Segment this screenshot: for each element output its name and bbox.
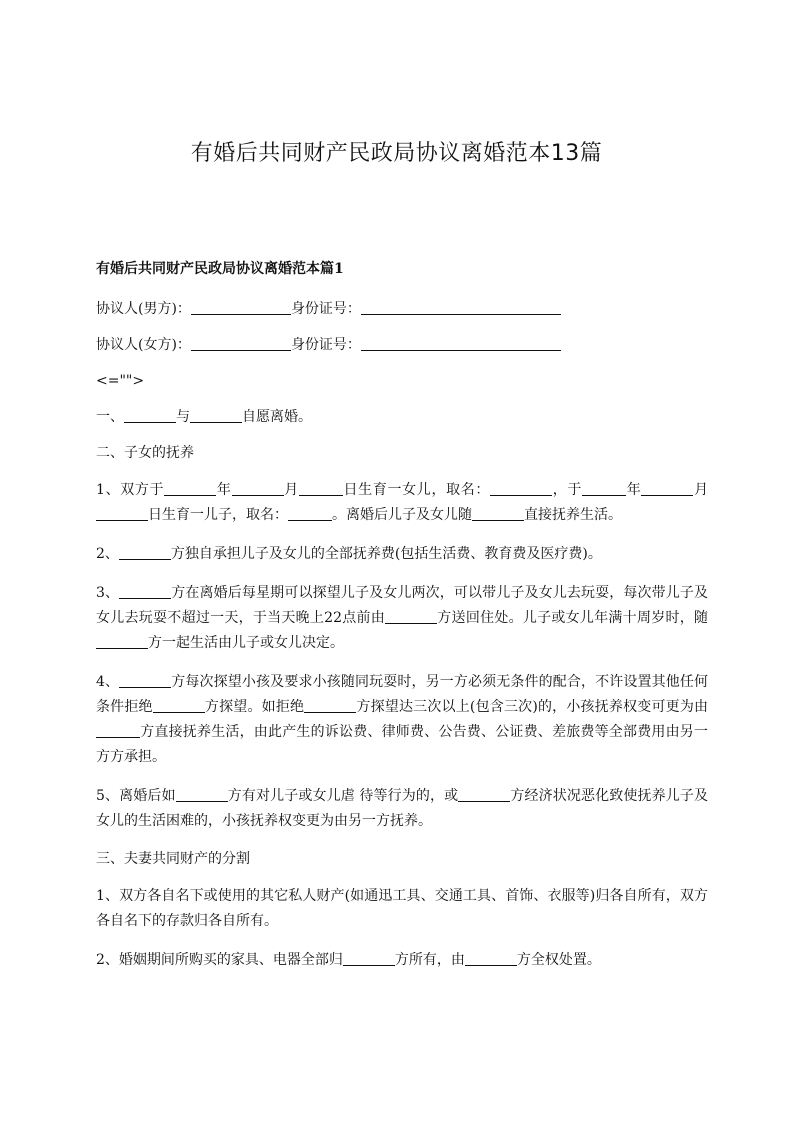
text: 方探望达三次以上(包含三次)的，小孩抚养权变可更为由 <box>356 699 709 715</box>
blank <box>124 406 176 423</box>
party-female-name-blank <box>191 334 291 351</box>
blank <box>343 949 395 966</box>
stray-text: <=""> <box>96 373 145 389</box>
child-clause-4 <box>96 670 708 770</box>
property-clause-2 <box>96 948 708 973</box>
text: 日生育一儿子，取名： <box>148 507 288 523</box>
clause-1-mid: 与 <box>176 409 190 425</box>
blank <box>304 696 356 713</box>
blank <box>232 479 284 496</box>
text: 方送回住处。儿子或女儿年满十周岁时，随 <box>437 610 708 626</box>
text: 方经济状况恶化致使抚养儿子及女儿的生活困难的，小孩抚养权变更为由另一方抚养。 <box>96 788 708 829</box>
child-heading: 二、子女的抚养 <box>96 445 194 461</box>
text: 月 <box>283 482 299 498</box>
blank <box>153 696 205 713</box>
blank <box>299 479 343 496</box>
blank <box>190 406 242 423</box>
text: 方有对儿子或女儿虐 待等行为的，或 <box>227 788 459 804</box>
child-clause-5 <box>96 784 708 834</box>
blank <box>96 721 140 738</box>
child-clause-2 <box>96 542 708 567</box>
clause-1 <box>96 406 708 428</box>
party-female-id-blank <box>361 334 561 351</box>
section-heading: 有婚后共同财产民政局协议离婚范本篇1 <box>96 261 344 277</box>
party-female-line <box>96 334 708 356</box>
blank <box>288 504 332 521</box>
clause-1-prefix: 一、 <box>96 409 124 425</box>
text: 方每次探望小孩及要求小孩随同玩耍时，另一方必须无条件的配合，不许设置其他任何条件拒绝 <box>96 674 708 715</box>
text: ，于 <box>552 482 583 498</box>
party-male-name-blank <box>191 298 291 315</box>
blank <box>641 479 693 496</box>
text: 2、婚姻期间所购买的家具、电器全部归 <box>96 952 343 968</box>
blank <box>96 504 148 521</box>
id-label: 身份证号： <box>290 301 361 317</box>
party-male-id-blank <box>361 298 561 315</box>
party-male-label: 协议人(男方)： <box>96 301 191 317</box>
text: 方独自承担儿子及女儿的全部抚养费(包括生活费、教育费及医疗费)。 <box>170 546 602 562</box>
text: 月 <box>693 482 709 498</box>
blank <box>458 785 510 802</box>
text: 方直接抚养生活，由此产生的诉讼费、律师费、公告费、公证费、差旅费等全部费用由另一方方承担。 <box>96 724 708 765</box>
clause-1-suffix: 自愿离婚。 <box>242 409 312 425</box>
child-clause-3 <box>96 581 708 656</box>
text: 年 <box>216 482 232 498</box>
text: 直接抚养生活。 <box>524 507 622 523</box>
blank <box>164 479 216 496</box>
text: 方在离婚后每星期可以探望儿子及女儿两次，可以带儿子及女儿去玩耍，每次带儿子及女儿去玩耍不超过一天，于当天晚上22点前由 <box>96 585 708 626</box>
blank <box>96 632 148 649</box>
blank <box>465 949 517 966</box>
document-body <box>96 258 708 987</box>
blank <box>119 671 171 688</box>
party-male-line <box>96 298 708 320</box>
text: 方所有，由 <box>394 952 465 968</box>
property-heading: 三、夫妻共同财产的分割 <box>96 851 250 867</box>
blank <box>385 607 437 624</box>
id-label: 身份证号： <box>290 337 361 353</box>
text: 1、双方于 <box>96 482 165 498</box>
child-clause-1 <box>96 478 708 528</box>
blank <box>490 479 552 496</box>
text: 方全权处置。 <box>516 952 601 968</box>
text: 方一起生活由儿子或女儿决定。 <box>148 635 344 651</box>
blank <box>472 504 524 521</box>
blank <box>119 582 171 599</box>
property-clause-1: 1、双方各自名下或使用的其它私人财产(如通迅工具、交通工具、首饰、衣服等)归各自所有，双方各自名下的存款归各自所有。 <box>96 888 708 929</box>
text: 2、 <box>96 546 119 562</box>
text: 年 <box>626 482 642 498</box>
text: 4、 <box>96 674 120 690</box>
blank <box>176 785 228 802</box>
text: 5、离婚后如 <box>96 788 176 804</box>
text: 日生育一女儿，取名： <box>342 482 491 498</box>
party-female-label: 协议人(女方)： <box>96 337 191 353</box>
blank <box>119 543 171 560</box>
text: 3、 <box>96 585 120 601</box>
text: 。离婚后儿子及女儿随 <box>332 507 472 523</box>
page-title: 有婚后共同财产民政局协议离婚范本13篇 <box>190 141 603 166</box>
blank <box>582 479 626 496</box>
text: 方探望。如拒绝 <box>204 699 305 715</box>
